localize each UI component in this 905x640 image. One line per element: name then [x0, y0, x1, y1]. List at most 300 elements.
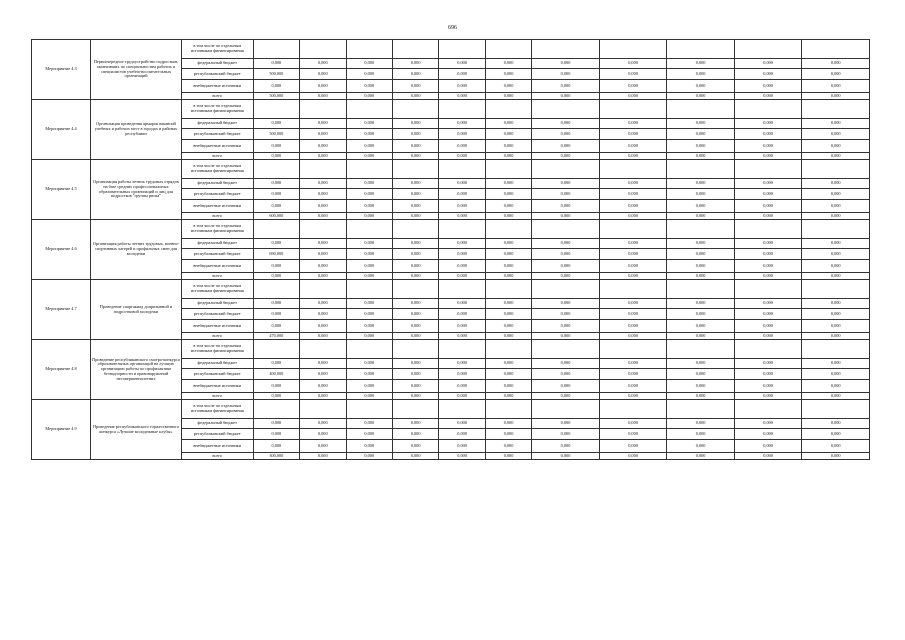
value-cell: 0,000 — [667, 393, 735, 400]
measure-name: Организация работы летних трудовых, военно-спортивных лагерей и профильных смен для молодежи — [91, 220, 182, 280]
value-cell: 0,000 — [253, 273, 299, 280]
value-cell: 0,000 — [667, 359, 735, 369]
value-cell: 0,000 — [439, 309, 485, 320]
value-cell: 0,000 — [532, 189, 600, 200]
value-cell: 0,000 — [346, 153, 392, 160]
value-cell — [485, 40, 531, 59]
value-cell: 0,000 — [532, 200, 600, 213]
source-label: внебюджетные источники — [181, 260, 253, 273]
source-label: всего — [181, 333, 253, 340]
value-cell — [300, 40, 346, 59]
value-cell: 0,000 — [667, 239, 735, 249]
value-cell — [599, 100, 667, 119]
table-row — [32, 220, 870, 239]
value-cell: 0,000 — [392, 309, 438, 320]
value-cell: 0,000 — [485, 129, 531, 140]
value-cell: 0,000 — [346, 359, 392, 369]
source-label: в том числе по отдельным источникам финансирования — [181, 100, 253, 119]
value-cell: 0,000 — [802, 93, 870, 100]
value-cell: 0,000 — [253, 119, 299, 129]
value-cell: 0,000 — [346, 119, 392, 129]
value-cell: 0,000 — [346, 299, 392, 309]
value-cell: 0,000 — [392, 380, 438, 393]
value-cell — [734, 340, 802, 359]
value-cell: 0,000 — [439, 213, 485, 220]
value-cell: 0,000 — [532, 179, 600, 189]
source-label: республиканский бюджет — [181, 369, 253, 380]
value-cell: 0,000 — [346, 369, 392, 380]
value-cell: 0,000 — [439, 260, 485, 273]
value-cell — [346, 220, 392, 239]
value-cell: 0,000 — [300, 429, 346, 440]
value-cell — [532, 160, 600, 179]
measure-id: Мероприятие 4.3 — [32, 40, 91, 100]
value-cell: 0,000 — [392, 453, 438, 460]
value-cell: 0,000 — [253, 380, 299, 393]
value-cell: 0,000 — [253, 440, 299, 453]
value-cell: 0,000 — [599, 239, 667, 249]
value-cell: 0,000 — [392, 200, 438, 213]
value-cell: 0,000 — [439, 153, 485, 160]
value-cell: 0,000 — [532, 453, 600, 460]
source-label: республиканский бюджет — [181, 429, 253, 440]
value-cell: 0,000 — [532, 440, 600, 453]
value-cell — [346, 280, 392, 299]
value-cell: 0,000 — [346, 239, 392, 249]
value-cell: 0,000 — [599, 200, 667, 213]
value-cell — [300, 160, 346, 179]
value-cell: 0,000 — [439, 380, 485, 393]
source-label: всего — [181, 93, 253, 100]
value-cell: 0,000 — [485, 309, 531, 320]
value-cell: 0,000 — [734, 273, 802, 280]
source-label: в том числе по отдельным источникам финансирования — [181, 400, 253, 419]
measure-name: Организация проведения ярмарок вакансий учебных и рабочих мест в городах и районах республики — [91, 100, 182, 160]
value-cell: 0,000 — [439, 119, 485, 129]
value-cell: 0,000 — [734, 320, 802, 333]
value-cell: 0,000 — [300, 359, 346, 369]
value-cell: 0,000 — [439, 129, 485, 140]
value-cell: 0,000 — [485, 333, 531, 340]
value-cell: 0,000 — [439, 239, 485, 249]
value-cell — [667, 220, 735, 239]
value-cell: 0,000 — [392, 119, 438, 129]
source-label: федеральный бюджет — [181, 179, 253, 189]
value-cell: 0,000 — [485, 59, 531, 69]
value-cell — [253, 220, 299, 239]
value-cell — [667, 160, 735, 179]
value-cell: 0,000 — [300, 129, 346, 140]
value-cell — [599, 220, 667, 239]
value-cell: 0,000 — [300, 153, 346, 160]
value-cell: 690,000 — [253, 249, 299, 260]
page-number: 696 — [448, 25, 457, 31]
value-cell: 0,000 — [599, 93, 667, 100]
value-cell: 0,000 — [300, 273, 346, 280]
value-cell: 0,000 — [300, 140, 346, 153]
value-cell — [253, 40, 299, 59]
value-cell: 0,000 — [392, 333, 438, 340]
value-cell: 0,000 — [667, 369, 735, 380]
value-cell — [667, 100, 735, 119]
value-cell: 0,000 — [253, 320, 299, 333]
value-cell: 0,000 — [253, 299, 299, 309]
value-cell — [532, 100, 600, 119]
value-cell: 0,000 — [734, 59, 802, 69]
value-cell: 0,000 — [667, 179, 735, 189]
value-cell: 0,000 — [300, 419, 346, 429]
value-cell: 0,000 — [485, 429, 531, 440]
value-cell: 400,000 — [253, 369, 299, 380]
value-cell: 0,000 — [734, 69, 802, 80]
value-cell: 0,000 — [734, 260, 802, 273]
value-cell: 0,000 — [392, 93, 438, 100]
value-cell: 0,000 — [485, 69, 531, 80]
value-cell: 0,000 — [599, 80, 667, 93]
value-cell — [300, 400, 346, 419]
value-cell: 0,000 — [667, 200, 735, 213]
value-cell: 0,000 — [485, 140, 531, 153]
value-cell — [253, 280, 299, 299]
source-label: республиканский бюджет — [181, 249, 253, 260]
value-cell: 0,000 — [439, 179, 485, 189]
value-cell: 0,000 — [599, 249, 667, 260]
value-cell: 0,000 — [667, 333, 735, 340]
value-cell: 0,000 — [439, 440, 485, 453]
value-cell: 0,000 — [392, 393, 438, 400]
value-cell: 0,000 — [346, 320, 392, 333]
value-cell: 0,000 — [439, 140, 485, 153]
value-cell: 0,000 — [346, 440, 392, 453]
value-cell: 0,000 — [439, 80, 485, 93]
value-cell: 0,000 — [532, 213, 600, 220]
value-cell: 0,000 — [734, 140, 802, 153]
measure-name: Проведение республиканского торжественного конкурса «Лучшие молодежные клубы» — [91, 400, 182, 460]
value-cell: 0,000 — [532, 249, 600, 260]
value-cell: 0,000 — [439, 359, 485, 369]
value-cell — [253, 100, 299, 119]
measure-id: Мероприятие 4.5 — [32, 160, 91, 220]
value-cell: 0,000 — [802, 200, 870, 213]
value-cell — [253, 340, 299, 359]
value-cell — [300, 220, 346, 239]
value-cell — [439, 220, 485, 239]
value-cell: 0,000 — [485, 299, 531, 309]
value-cell: 500,000 — [253, 129, 299, 140]
value-cell: 0,000 — [485, 440, 531, 453]
value-cell: 0,000 — [346, 59, 392, 69]
measure-id: Мероприятие 4.8 — [32, 340, 91, 400]
source-label: федеральный бюджет — [181, 119, 253, 129]
budget-table — [31, 39, 870, 460]
value-cell: 0,000 — [253, 140, 299, 153]
value-cell: 0,000 — [300, 119, 346, 129]
source-label: всего — [181, 453, 253, 460]
value-cell: 0,000 — [667, 80, 735, 93]
value-cell — [439, 340, 485, 359]
value-cell: 0,000 — [532, 393, 600, 400]
value-cell: 0,000 — [439, 419, 485, 429]
value-cell: 0,000 — [599, 320, 667, 333]
value-cell — [667, 40, 735, 59]
value-cell: 0,000 — [346, 453, 392, 460]
value-cell: 0,000 — [300, 239, 346, 249]
value-cell — [485, 220, 531, 239]
value-cell: 0,000 — [599, 260, 667, 273]
value-cell: 0,000 — [485, 213, 531, 220]
value-cell: 0,000 — [599, 299, 667, 309]
value-cell: 0,000 — [300, 299, 346, 309]
measure-id: Мероприятие 4.9 — [32, 400, 91, 460]
value-cell: 0,000 — [485, 359, 531, 369]
value-cell: 0,000 — [300, 320, 346, 333]
value-cell: 0,000 — [485, 200, 531, 213]
value-cell: 0,000 — [734, 239, 802, 249]
value-cell: 0,000 — [802, 249, 870, 260]
value-cell: 0,000 — [439, 59, 485, 69]
value-cell: 0,000 — [485, 419, 531, 429]
source-label: республиканский бюджет — [181, 129, 253, 140]
value-cell: 0,000 — [439, 393, 485, 400]
value-cell: 0,000 — [802, 369, 870, 380]
value-cell: 0,000 — [392, 129, 438, 140]
value-cell: 0,000 — [599, 189, 667, 200]
value-cell: 500,000 — [253, 69, 299, 80]
value-cell — [439, 100, 485, 119]
value-cell — [532, 340, 600, 359]
source-label: в том числе по отдельным источникам финансирования — [181, 340, 253, 359]
value-cell: 0,000 — [300, 309, 346, 320]
value-cell: 0,000 — [300, 213, 346, 220]
value-cell — [253, 400, 299, 419]
source-label: внебюджетные источники — [181, 200, 253, 213]
value-cell: 0,000 — [667, 299, 735, 309]
value-cell: 0,000 — [392, 429, 438, 440]
value-cell: 0,000 — [253, 260, 299, 273]
value-cell: 0,000 — [392, 179, 438, 189]
value-cell: 0,000 — [532, 69, 600, 80]
value-cell — [667, 340, 735, 359]
value-cell: 0,000 — [667, 140, 735, 153]
value-cell: 0,000 — [667, 260, 735, 273]
value-cell: 0,000 — [300, 249, 346, 260]
value-cell — [300, 280, 346, 299]
value-cell: 0,000 — [532, 419, 600, 429]
value-cell — [346, 40, 392, 59]
value-cell: 0,000 — [392, 249, 438, 260]
value-cell: 0,000 — [300, 80, 346, 93]
source-label: внебюджетные источники — [181, 380, 253, 393]
value-cell: 0,000 — [734, 380, 802, 393]
value-cell: 0,000 — [392, 69, 438, 80]
value-cell: 0,000 — [734, 129, 802, 140]
value-cell: 0,000 — [485, 179, 531, 189]
value-cell: 0,000 — [599, 453, 667, 460]
value-cell: 0,000 — [802, 320, 870, 333]
value-cell: 0,000 — [392, 440, 438, 453]
value-cell: 0,000 — [667, 380, 735, 393]
value-cell: 0,000 — [439, 369, 485, 380]
value-cell: 0,000 — [667, 69, 735, 80]
value-cell: 0,000 — [802, 69, 870, 80]
source-label: внебюджетные источники — [181, 140, 253, 153]
value-cell: 0,000 — [734, 393, 802, 400]
value-cell: 0,000 — [734, 309, 802, 320]
value-cell: 0,000 — [532, 333, 600, 340]
value-cell: 0,000 — [392, 369, 438, 380]
value-cell: 0,000 — [532, 59, 600, 69]
value-cell — [392, 40, 438, 59]
measure-id: Мероприятие 4.7 — [32, 280, 91, 340]
table-row — [32, 340, 870, 359]
value-cell: 0,000 — [802, 239, 870, 249]
value-cell: 0,000 — [346, 140, 392, 153]
value-cell: 0,000 — [802, 440, 870, 453]
value-cell: 300,000 — [253, 453, 299, 460]
value-cell: 500,000 — [253, 93, 299, 100]
value-cell — [734, 40, 802, 59]
value-cell: 0,000 — [599, 333, 667, 340]
source-label: внебюджетные источники — [181, 440, 253, 453]
value-cell — [346, 400, 392, 419]
value-cell: 0,000 — [802, 333, 870, 340]
value-cell: 0,000 — [802, 140, 870, 153]
value-cell: 0,000 — [485, 249, 531, 260]
value-cell — [734, 100, 802, 119]
value-cell: 0,000 — [485, 153, 531, 160]
value-cell: 0,000 — [734, 80, 802, 93]
value-cell: 0,000 — [439, 299, 485, 309]
value-cell: 0,000 — [599, 69, 667, 80]
value-cell: 0,000 — [392, 189, 438, 200]
value-cell: 0,000 — [532, 273, 600, 280]
value-cell: 0,000 — [485, 369, 531, 380]
value-cell: 0,000 — [667, 429, 735, 440]
value-cell: 0,000 — [253, 393, 299, 400]
value-cell — [532, 40, 600, 59]
value-cell: 0,000 — [392, 273, 438, 280]
value-cell: 0,000 — [734, 200, 802, 213]
value-cell: 0,000 — [532, 260, 600, 273]
value-cell — [802, 220, 870, 239]
value-cell: 0,000 — [599, 140, 667, 153]
value-cell: 0,000 — [802, 153, 870, 160]
value-cell: 0,000 — [392, 359, 438, 369]
value-cell: 0,000 — [734, 299, 802, 309]
value-cell — [485, 100, 531, 119]
value-cell: 0,000 — [667, 309, 735, 320]
value-cell: 0,000 — [253, 189, 299, 200]
value-cell: 600,000 — [253, 213, 299, 220]
value-cell: 0,000 — [346, 69, 392, 80]
value-cell: 0,000 — [667, 119, 735, 129]
value-cell: 0,000 — [300, 200, 346, 213]
value-cell: 0,000 — [802, 119, 870, 129]
value-cell: 0,000 — [485, 320, 531, 333]
value-cell: 0,000 — [532, 129, 600, 140]
value-cell: 0,000 — [300, 189, 346, 200]
source-label: федеральный бюджет — [181, 299, 253, 309]
value-cell: 0,000 — [667, 93, 735, 100]
value-cell: 0,000 — [346, 129, 392, 140]
value-cell: 0,000 — [532, 140, 600, 153]
value-cell: 0,000 — [802, 309, 870, 320]
measure-name: Организация работы летних трудовых отрядов на базе средних профессиональных образовательных организаций и лиц для подростков "группы риска" — [91, 160, 182, 220]
value-cell — [734, 280, 802, 299]
value-cell — [802, 40, 870, 59]
value-cell: 0,000 — [485, 93, 531, 100]
value-cell: 0,000 — [802, 179, 870, 189]
value-cell: 0,000 — [734, 93, 802, 100]
value-cell: 0,000 — [734, 179, 802, 189]
value-cell: 0,000 — [300, 440, 346, 453]
value-cell: 0,000 — [392, 239, 438, 249]
value-cell: 0,000 — [599, 129, 667, 140]
value-cell: 0,000 — [734, 369, 802, 380]
value-cell — [599, 160, 667, 179]
value-cell: 0,000 — [300, 453, 346, 460]
value-cell: 0,000 — [667, 129, 735, 140]
value-cell: 0,000 — [300, 179, 346, 189]
source-label: федеральный бюджет — [181, 419, 253, 429]
source-label: всего — [181, 213, 253, 220]
value-cell: 0,000 — [253, 153, 299, 160]
value-cell: 0,000 — [485, 189, 531, 200]
value-cell — [346, 160, 392, 179]
value-cell: 0,000 — [253, 239, 299, 249]
value-cell: 0,000 — [802, 299, 870, 309]
value-cell — [346, 100, 392, 119]
value-cell: 0,000 — [532, 380, 600, 393]
value-cell: 0,000 — [734, 119, 802, 129]
value-cell: 0,000 — [439, 93, 485, 100]
value-cell: 0,000 — [599, 273, 667, 280]
value-cell: 0,000 — [300, 333, 346, 340]
source-label: республиканский бюджет — [181, 309, 253, 320]
value-cell: 0,000 — [599, 179, 667, 189]
value-cell: 0,000 — [734, 453, 802, 460]
value-cell: 0,000 — [667, 273, 735, 280]
table-row — [32, 160, 870, 179]
value-cell: 0,000 — [392, 419, 438, 429]
value-cell: 0,000 — [346, 93, 392, 100]
value-cell — [392, 220, 438, 239]
value-cell: 0,000 — [667, 153, 735, 160]
source-label: внебюджетные источники — [181, 80, 253, 93]
value-cell — [392, 340, 438, 359]
value-cell — [439, 40, 485, 59]
value-cell: 0,000 — [667, 419, 735, 429]
value-cell: 0,000 — [599, 309, 667, 320]
source-label: всего — [181, 153, 253, 160]
source-label: в том числе по отдельным источникам финансирования — [181, 280, 253, 299]
value-cell: 0,000 — [532, 239, 600, 249]
value-cell — [392, 160, 438, 179]
value-cell — [392, 280, 438, 299]
value-cell: 0,000 — [802, 189, 870, 200]
value-cell: 0,000 — [439, 429, 485, 440]
value-cell: 0,000 — [599, 369, 667, 380]
value-cell — [485, 340, 531, 359]
value-cell: 0,000 — [346, 200, 392, 213]
value-cell: 0,000 — [253, 200, 299, 213]
value-cell: 0,000 — [346, 380, 392, 393]
value-cell — [300, 340, 346, 359]
value-cell: 0,000 — [667, 453, 735, 460]
value-cell: 0,000 — [346, 179, 392, 189]
value-cell: 0,000 — [346, 249, 392, 260]
value-cell — [485, 280, 531, 299]
